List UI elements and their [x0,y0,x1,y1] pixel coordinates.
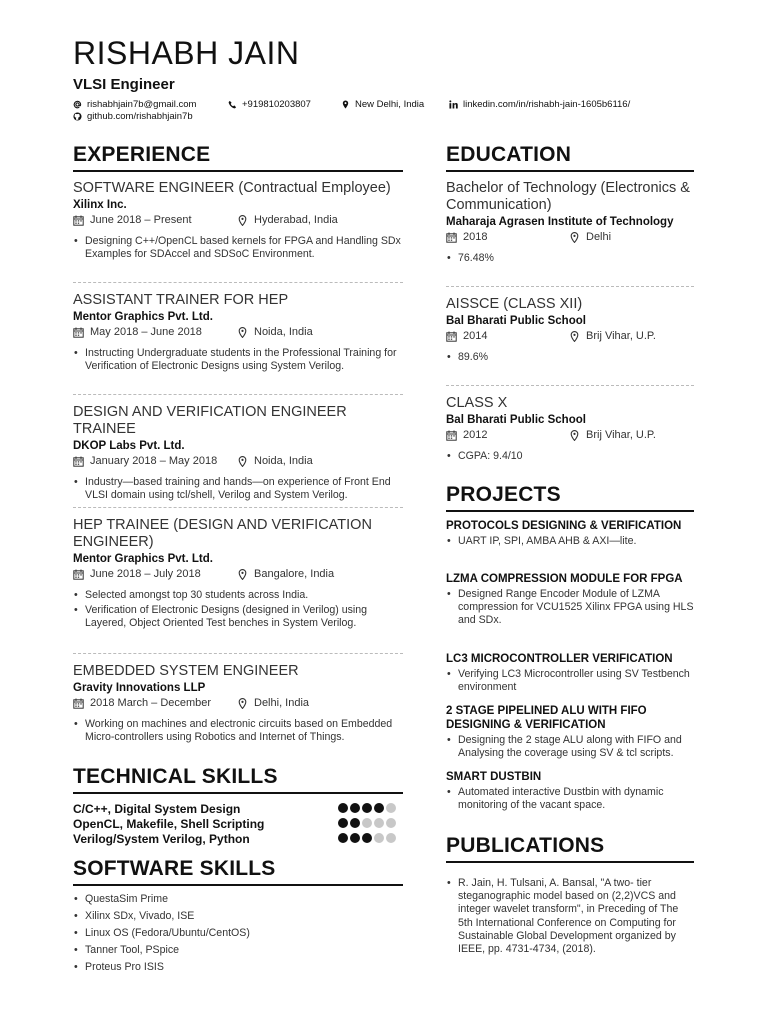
skill-row [73,802,403,817]
place-text: Brij Vihar, U.P. [586,429,656,441]
contact-bar [73,99,703,129]
resume-header [73,34,703,129]
map-pin-icon [341,100,350,109]
technical-skills-list [73,802,403,847]
skill-label: OpenCL, Makefile, Shell Scripting [73,817,265,831]
map-pin-icon [237,456,248,467]
edu-date [446,429,487,441]
job-meta [73,697,403,713]
job-bullets [73,589,403,631]
skill-label: Verilog/System Verilog, Python [73,832,250,846]
project-bullets [446,786,694,812]
at-icon [73,100,82,109]
linkedin-text: linkedin.com/in/rishabh-jain-1605b6116/ [463,99,631,110]
rating-dot-empty [374,818,384,828]
bullet-item: • Working on machines and electronic circuits based on Embedded Micro-controllers using Robotics and Internet of Things. [73,718,403,744]
rating-dot-empty [386,803,396,813]
bullet-item: • Verification of Electronic Designs (designed in Verilog) using Layered, Object Oriented Test benches in System Verilog. [73,604,403,630]
job-meta [73,214,403,230]
calendar-icon [73,698,84,709]
github-icon [73,112,82,121]
contact-phone[interactable] [228,99,311,110]
project-title: LZMA COMPRESSION MODULE FOR FPGA [446,573,683,585]
skill-rating [338,818,396,828]
job-place [237,214,338,226]
rating-dot-empty [386,818,396,828]
project-bullets [446,535,694,548]
job-date [73,455,217,467]
degree-title: Bachelor of Technology (Electronics & Communication) [446,180,690,213]
job-place [237,455,313,467]
job-bullets [73,235,403,261]
job-place [237,568,334,580]
rating-dot-filled [338,818,348,828]
rating-dot-filled [338,833,348,843]
job-bullets [73,476,403,502]
education-section-header [446,143,694,172]
institution-name: Bal Bharati Public School [446,315,586,327]
map-pin-icon [237,215,248,226]
location-text: New Delhi, India [355,99,425,110]
edu-date [446,231,487,243]
skill-row [73,817,403,832]
section-title: PROJECTS [446,483,694,512]
calendar-icon [446,331,457,342]
rating-dot-filled [350,818,360,828]
rating-dot-filled [350,803,360,813]
bullet-item: • QuestaSim Prime [73,893,403,906]
candidate-name: RISHABH JAIN [73,35,300,71]
job-date [73,568,201,580]
bullet-item: • Designing C++/OpenCL based kernels for FPGA and Handling SDx Examples for SDAccel and SDSoC Environment. [73,235,403,261]
rating-dot-filled [338,803,348,813]
education-entry [446,180,694,267]
edu-place [569,231,611,243]
job-title: ASSISTANT TRAINER FOR HEP [73,292,289,308]
date-text: 2014 [463,330,488,342]
job-date [73,214,192,226]
divider [446,385,694,386]
date-text: 2018 March – December [90,697,212,709]
date-text: June 2018 – Present [90,214,192,226]
bullet-item: • Verifying LC3 Microcontroller using SV Testbench environment [446,668,694,694]
job-meta [73,568,403,584]
rating-dot-filled [374,803,384,813]
calendar-icon [73,327,84,338]
contact-location [341,99,424,110]
bullet-item: • Proteus Pro ISIS [73,961,403,974]
project-title: 2 STAGE PIPELINED ALU WITH FIFO DESIGNING & VERIFICATION [446,705,647,731]
section-title: EDUCATION [446,143,694,172]
place-text: Hyderabad, India [254,214,338,226]
bullet-item: • Industry—based training and hands—on experience of Front End VLSI domain using tcl/shell, Verilog and System Verilog. [73,476,403,502]
education-meta [446,429,694,445]
degree-title: AISSCE (CLASS XII) [446,296,583,312]
experience-entry [73,180,403,263]
publications-section-header [446,834,694,863]
education-bullets [446,351,694,364]
bullet-item: • Selected amongst top 30 students across India. [73,589,403,602]
date-text: January 2018 – May 2018 [90,455,218,467]
software-bullets [73,893,403,974]
job-meta [73,326,403,342]
phone-text: +919810203807 [242,99,311,110]
place-text: Noida, India [254,455,313,467]
bullet-item: • Automated interactive Dustbin with dynamic monitoring of the vacant space. [446,786,694,812]
job-title: DESIGN AND VERIFICATION ENGINEER TRAINEE [73,404,347,437]
project-bullets [446,668,694,694]
institution-name: Maharaja Agrasen Institute of Technology [446,216,674,228]
calendar-icon [73,569,84,580]
project-entry [446,704,694,762]
education-meta [446,330,694,346]
rating-dot-filled [362,803,372,813]
place-text: Bangalore, India [254,568,335,580]
experience-entry [73,292,403,375]
rating-dot-empty [386,833,396,843]
divider [446,286,694,287]
divider [73,394,403,395]
education-entry [446,296,694,366]
institution-name: Bal Bharati Public School [446,414,586,426]
map-pin-icon [237,569,248,580]
job-bullets [73,718,403,744]
job-bullets [73,347,403,373]
section-title: EXPERIENCE [73,143,403,172]
place-text: Delhi [586,231,612,243]
map-pin-icon [237,698,248,709]
job-title: EMBEDDED SYSTEM ENGINEER [73,663,299,679]
contact-linkedin[interactable] [449,99,630,110]
divider [73,507,403,508]
bullet-item: • 89.6% [446,351,694,364]
contact-github[interactable] [73,111,193,122]
candidate-role: VLSI Engineer [73,76,175,93]
bullet-item: • Tanner Tool, PSpice [73,944,403,957]
education-bullets [446,450,694,463]
date-text: June 2018 – July 2018 [90,568,201,580]
edu-date [446,330,487,342]
section-title: TECHNICAL SKILLS [73,765,403,794]
edu-place [569,330,656,342]
map-pin-icon [569,232,580,243]
bullet-item: • Xilinx SDx, Vivado, ISE [73,910,403,923]
company-name: Mentor Graphics Pvt. Ltd. [73,553,213,565]
company-name: Xilinx Inc. [73,199,127,211]
place-text: Brij Vihar, U.P. [586,330,656,342]
bullet-item: • 76.48% [446,252,694,265]
experience-section-header [73,143,403,172]
bullet-item: • UART IP, SPI, AMBA AHB & AXI—lite. [446,535,694,548]
skill-label: C/C++, Digital System Design [73,802,241,816]
linkedin-icon [449,100,458,109]
job-title: HEP TRAINEE (DESIGN AND VERIFICATION ENGINEER) [73,517,372,550]
divider [73,282,403,283]
email-text: rishabhjain7b@gmail.com [87,99,197,110]
skill-row [73,832,403,847]
calendar-icon [446,430,457,441]
contact-email[interactable] [73,99,196,110]
project-entry [446,519,694,550]
bullet-item: • Instructing Undergraduate students in the Professional Training for Verification of Electronic Designs using System Verilog. [73,347,403,373]
project-title: SMART DUSTBIN [446,771,542,783]
map-pin-icon [237,327,248,338]
education-meta [446,231,694,247]
phone-icon [228,100,237,109]
education-entry [446,395,694,465]
date-text: May 2018 – June 2018 [90,326,202,338]
company-name: DKOP Labs Pvt. Ltd. [73,440,185,452]
company-name: Mentor Graphics Pvt. Ltd. [73,311,213,323]
job-place [237,697,309,709]
project-bullets [446,734,694,760]
place-text: Noida, India [254,326,313,338]
calendar-icon [73,456,84,467]
project-entry [446,652,694,696]
rating-dot-empty [374,833,384,843]
section-title: SOFTWARE SKILLS [73,857,403,886]
project-entry [446,770,694,814]
place-text: Delhi, India [254,697,310,709]
rating-dot-filled [350,833,360,843]
education-bullets [446,252,694,265]
publication-bullets [446,877,694,956]
date-text: 2018 [463,231,488,243]
bullet-item: • Linux OS (Fedora/Ubuntu/CentOS) [73,927,403,940]
job-meta [73,455,403,471]
experience-entry [73,517,403,633]
publications-list [446,872,694,958]
project-title: LC3 MICROCONTROLLER VERIFICATION [446,653,673,665]
publication-item: • R. Jain, H. Tulsani, A. Bansal, "A two- tier steganographic model based on (2,2)VCS and integer wavelet transform", in Preceding of The 5th International Conference on Computing for Sustainable Global Development organized by IEEE, pp. 4731-4734, (2018). [446,877,694,956]
job-title: SOFTWARE ENGINEER (Contractual Employee) [73,180,391,196]
software-skills-list [73,890,403,978]
edu-place [569,429,656,441]
job-place [237,326,313,338]
skill-rating [338,803,396,813]
job-date [73,326,202,338]
project-bullets [446,588,694,628]
bullet-item: • Designed Range Encoder Module of LZMA compression for VCU1525 Xilinx FPGA using HLS and SDx. [446,588,694,628]
bullet-item: • Designing the 2 stage ALU along with FIFO and Analysing the coverage using SV & tcl scripts. [446,734,694,760]
software-skills-section-header [73,857,403,886]
experience-entry [73,663,403,746]
job-date [73,697,211,709]
divider [73,653,403,654]
projects-section-header [446,483,694,512]
rating-dot-filled [362,833,372,843]
map-pin-icon [569,331,580,342]
skill-rating [338,833,396,843]
calendar-icon [73,215,84,226]
rating-dot-empty [362,818,372,828]
calendar-icon [446,232,457,243]
experience-entry [73,404,403,504]
project-title: PROTOCOLS DESIGNING & VERIFICATION [446,520,682,532]
technical-skills-section-header [73,765,403,794]
section-title: PUBLICATIONS [446,834,694,863]
github-text: github.com/rishabhjain7b [87,111,193,122]
map-pin-icon [569,430,580,441]
degree-title: CLASS X [446,395,508,411]
company-name: Gravity Innovations LLP [73,682,206,694]
project-entry [446,572,694,630]
bullet-item: • CGPA: 9.4/10 [446,450,694,463]
date-text: 2012 [463,429,488,441]
